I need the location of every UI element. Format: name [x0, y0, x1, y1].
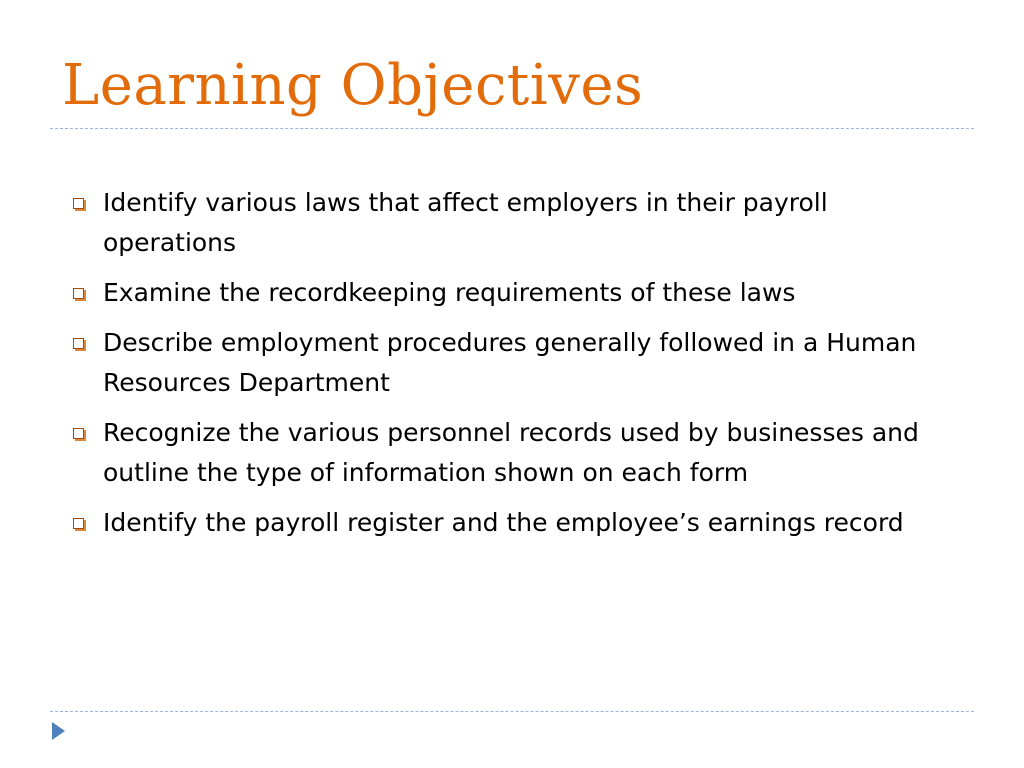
- bullet-text: Recognize the various personnel records used by businesses and outline the type of information shown on each form: [103, 418, 919, 487]
- hollow-square-bullet-icon: [73, 288, 84, 299]
- bullet-text: Identify various laws that affect employers in their payroll operations: [103, 188, 828, 257]
- list-item: [72, 503, 952, 543]
- list-item: [72, 413, 952, 493]
- bullet-text: Describe employment procedures generally followed in a Human Resources Department: [103, 328, 917, 397]
- objectives-list: [72, 183, 952, 553]
- hollow-square-bullet-icon: [73, 338, 84, 349]
- list-item: [72, 183, 952, 263]
- hollow-square-bullet-icon: [73, 518, 84, 529]
- slide-title: Learning Objectives: [62, 53, 644, 118]
- list-item: [72, 273, 952, 313]
- list-item: [72, 323, 952, 403]
- hollow-square-bullet-icon: [73, 198, 84, 209]
- play-triangle-icon[interactable]: [52, 722, 65, 740]
- bullet-text: Identify the payroll register and the employee’s earnings record: [103, 508, 904, 537]
- hollow-square-bullet-icon: [73, 428, 84, 439]
- footer-divider: [50, 711, 974, 712]
- title-divider: [50, 128, 974, 129]
- bullet-text: Examine the recordkeeping requirements of these laws: [103, 278, 796, 307]
